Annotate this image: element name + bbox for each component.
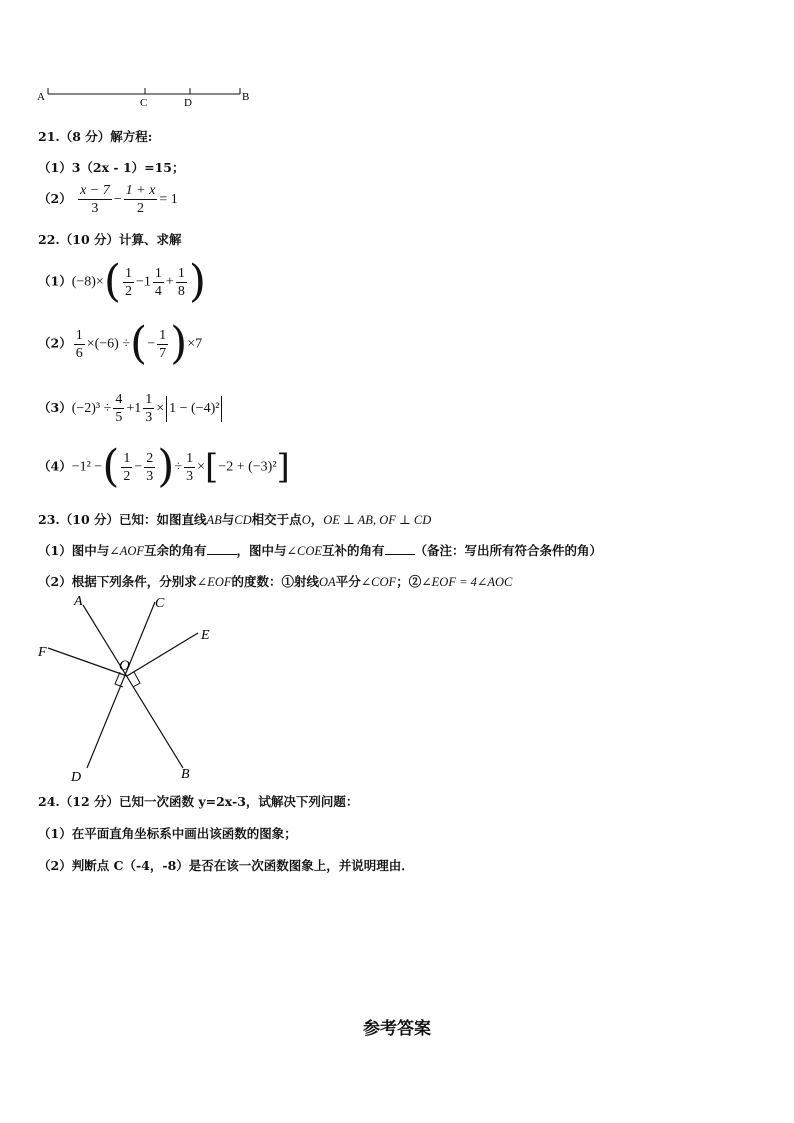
fig-label-e: E	[201, 628, 210, 643]
point-label-d: D	[184, 97, 192, 109]
fig-label-b: B	[181, 767, 190, 782]
point-label-a: A	[37, 91, 45, 103]
q22-title: 22.（10 分）计算、求解	[38, 232, 182, 247]
point-label-c: C	[140, 97, 148, 109]
q21-part2: （2） $\frac{x - 7}{3}$ − $\frac{1 + x}{2}$ = 1	[38, 183, 178, 216]
q21-part1-expr: 3（2x - 1）=15；	[71, 160, 185, 175]
answer-blank-2[interactable]	[385, 542, 415, 555]
line-cd	[87, 602, 155, 768]
q22-part4: （4）−1² −( $\frac{1}{2}$ − $\frac{2}{3}$ )÷ $\frac{1}{3}$ ×[−2 + (−3)²]	[38, 441, 290, 492]
fig-label-f: F	[38, 645, 47, 660]
right-angle-mark-e	[133, 672, 140, 687]
q23-part2: （2）根据下列条件，分别求∠EOF的度数：①射线OA平分∠COF；②∠EOF = 4∠AOC	[38, 574, 513, 589]
q23-title: 23.（10 分）已知：如图直线AB与CD相交于点O，OE ⊥ AB, OF ⊥ CD	[38, 512, 432, 527]
q24-part1: （1）在平面直角坐标系中画出该函数的图象；	[38, 826, 297, 841]
q23-geometry-figure	[30, 590, 230, 790]
fig-label-o: O	[119, 658, 130, 674]
point-label-b: B	[242, 91, 250, 103]
q22-part3: （3）(−2)³ ÷ $\frac{4}{5}$ +1 $\frac{1}{3}$ × 1 − (−4)²	[38, 391, 224, 426]
ray-oe	[127, 633, 198, 676]
answer-blank-1[interactable]	[207, 542, 237, 555]
q21-part1: （1）3（2x - 1）=15；	[38, 160, 185, 175]
ray-of	[48, 648, 127, 676]
q24-title: 24.（12 分）已知一次函数 y=2x-3，试解决下列问题：	[38, 794, 359, 809]
q22-part2: （2） $\frac{1}{6}$ ×(−6) ÷(− $\frac{1}{7}$ )×7	[38, 318, 203, 369]
answer-section-heading: 参考答案	[363, 1019, 431, 1039]
fig-label-d: D	[71, 770, 82, 785]
fig-label-c: C	[155, 596, 165, 611]
q23-part1: （1）图中与∠AOF互余的角有 ，图中与∠COE互补的角有 （备注：写出所有符合条件的角）	[38, 543, 603, 558]
q21-title: 21.（8 分）解方程:	[38, 129, 153, 144]
q24-part2: （2）判断点 C（-4，-8）是否在该一次函数图象上，并说明理由．	[38, 858, 414, 873]
fig-label-a: A	[74, 594, 83, 609]
segment-figure	[30, 82, 260, 110]
q22-part1: （1）(−8)×( $\frac{1}{2}$ −1 $\frac{1}{4}$ + $\frac{1}{8}$ )	[38, 256, 206, 307]
